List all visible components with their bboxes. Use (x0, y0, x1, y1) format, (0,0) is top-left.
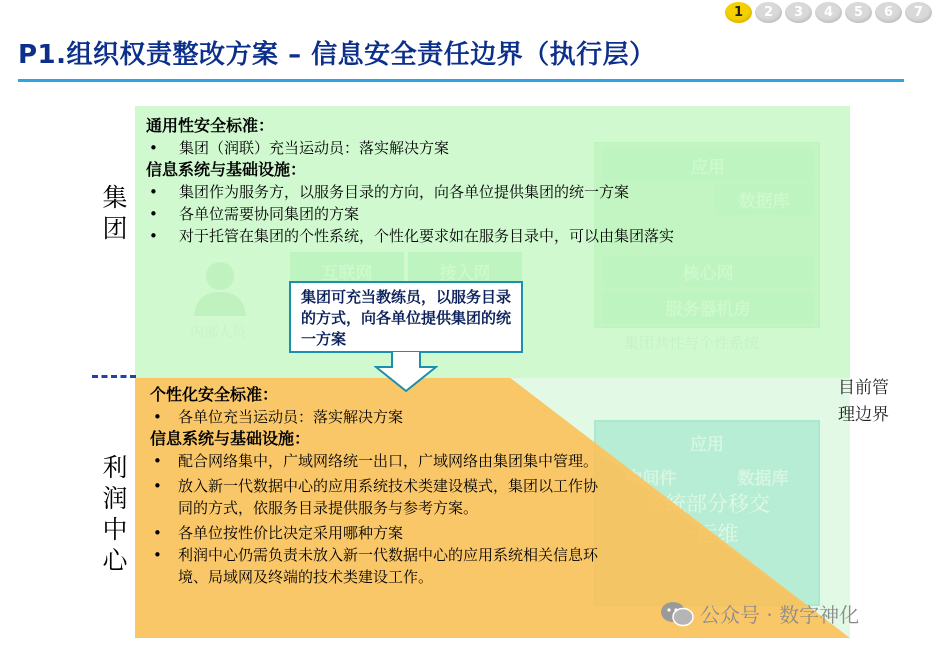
note-line-2: 理边界 (838, 405, 889, 425)
profit-infra-item: • 放入新一代数据中心的应用系统技术类建设模式，集团以工作协同的方式，依服务目录提供服务与参考方案。 (150, 475, 600, 519)
page-title: P1.组织权责整改方案 – 信息安全责任边界（执行层） (18, 40, 656, 70)
page-dot-1[interactable]: 1 (725, 2, 752, 23)
page-dot-6[interactable]: 6 (875, 2, 902, 23)
profit-infra-item: • 利润中心仍需负责未放入新一代数据中心的应用系统相关信息环境、局域网及终端的技术类建设工作。 (150, 544, 600, 588)
note-line-1: 目前管 (838, 378, 889, 398)
watermark-text: 公众号 · 数字神化 (700, 603, 860, 627)
profit-infra-item: • 各单位按性价比决定采用哪种方案 (150, 522, 600, 544)
title-divider (18, 79, 904, 82)
general-standard-heading: 通用性安全标准： (146, 116, 275, 135)
coach-callout: 集团可充当教练员，以服务目录的方式，向各单位提供集团的统一方案 (289, 281, 523, 353)
boundary-dash (92, 375, 136, 378)
group-infra-item: • 对于托管在集团的个性系统，个性化要求如在服务目录中，可以由集团落实 (146, 225, 836, 247)
page-dot-7[interactable]: 7 (905, 2, 932, 23)
group-infra-heading: 信息系统与基础设施： (146, 160, 307, 179)
watermark (660, 599, 859, 628)
personal-standard-heading: 个性化安全标准： (150, 385, 279, 404)
group-infra-item: • 集团作为服务方，以服务目录的方向，向各单位提供集团的统一方案 (146, 181, 836, 203)
page-dot-2[interactable]: 2 (755, 2, 782, 23)
profit-center-label: 利润中心 (102, 453, 128, 575)
group-infra-item: • 各单位需要协同集团的方案 (146, 203, 836, 225)
profit-infra-heading: 信息系统与基础设施： (150, 429, 311, 448)
page-dot-5[interactable]: 5 (845, 2, 872, 23)
personal-item: • 各单位充当运动员：落实解决方案 (150, 406, 600, 428)
page-dot-3[interactable]: 3 (785, 2, 812, 23)
wechat-icon (660, 601, 694, 627)
profit-center-responsibilities (150, 384, 600, 588)
page-navigator (725, 2, 932, 23)
group-responsibilities (146, 115, 836, 247)
current-boundary-note (838, 375, 889, 429)
general-item: • 集团（润联）充当运动员：落实解决方案 (146, 137, 836, 159)
page-dot-4[interactable]: 4 (815, 2, 842, 23)
group-label: 集团 (102, 183, 128, 243)
profit-infra-item: • 配合网络集中，广域网络统一出口，广域网络由集团集中管理。 (150, 450, 600, 472)
